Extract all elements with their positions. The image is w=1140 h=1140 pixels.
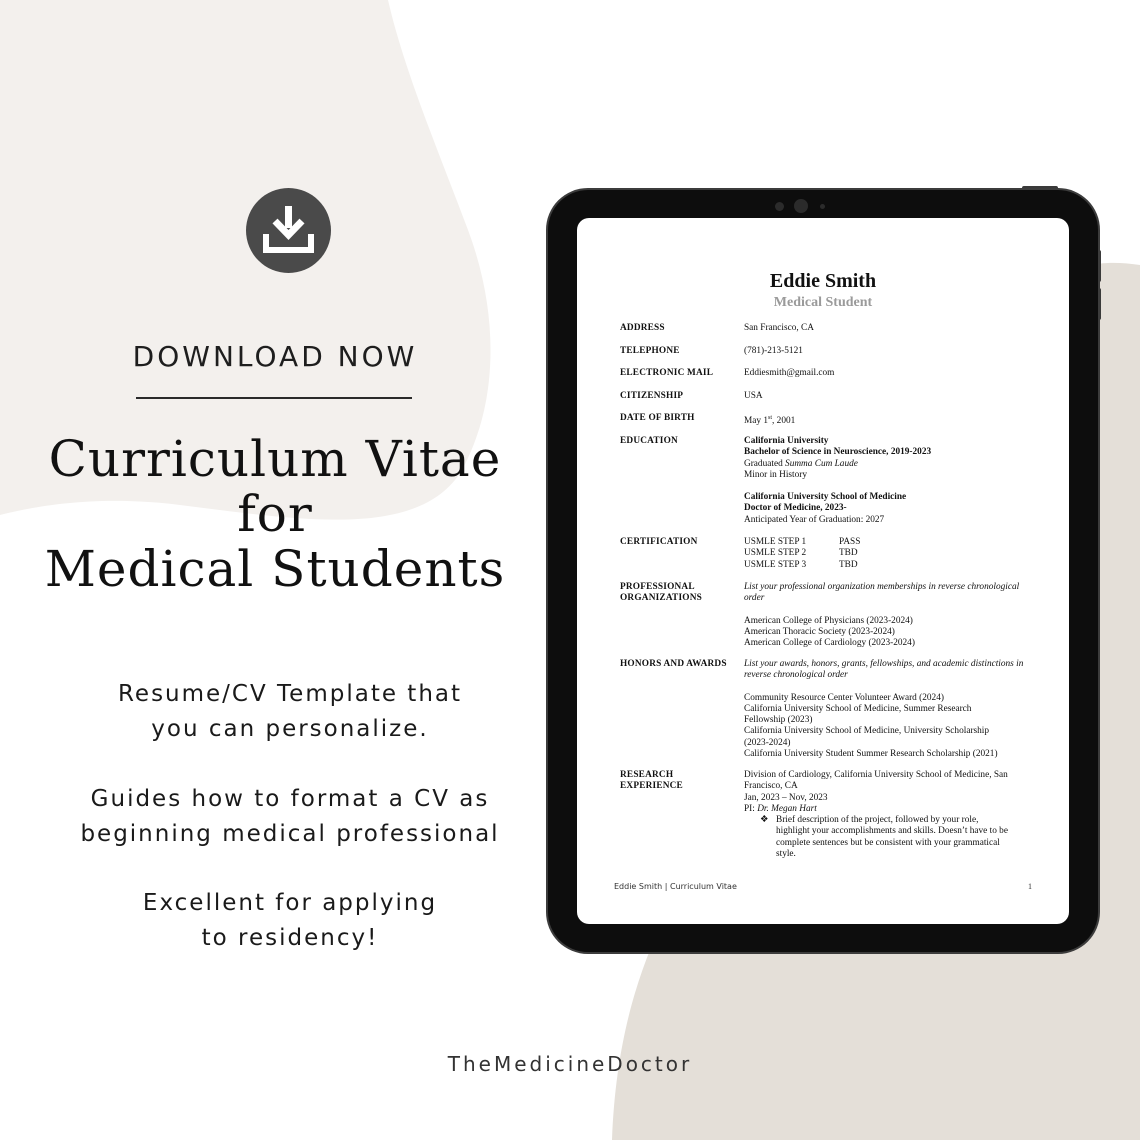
blurb-line: Guides how to format a CV as (90, 786, 490, 812)
tablet-screen (577, 218, 1069, 924)
cv-value-dob: May 1st, 2001 (744, 415, 796, 427)
cv-label-telephone: TELEPHONE (620, 346, 680, 356)
cv-value-education: California University Bachelor of Science in Neuroscience, 2019-2023 Graduated Summa Cum Laude Minor in History California University School of Medicine Doctor of Medicine, 2023- Anticipated Year of Graduation: 2027 (744, 436, 932, 525)
download-now-label[interactable]: DOWNLOAD NOW (132, 340, 418, 373)
cv-page-number: 1 (1028, 882, 1032, 891)
main-title (20, 432, 530, 597)
blurb-line: to residency! (201, 925, 379, 951)
cv-value-citizenship: USA (744, 391, 763, 401)
blurb-line: Excellent for applying (142, 890, 438, 916)
blurb-residency (40, 886, 540, 956)
tablet-camera (794, 199, 808, 213)
blurb-guides (40, 782, 540, 852)
blurb-line: beginning medical professional (80, 821, 500, 847)
title-line: Curriculum Vitae (48, 430, 502, 488)
cv-value-address: San Francisco, CA (744, 323, 814, 333)
cv-label-dob: DATE OF BIRTH (620, 413, 695, 423)
cv-name: Eddie Smith (769, 270, 877, 292)
tablet-sensor (775, 202, 784, 211)
cv-label-education: EDUCATION (620, 436, 678, 446)
cv-label-professional: PROFESSIONAL ORGANIZATIONS (620, 582, 702, 603)
cv-label-honors: HONORS AND AWARDS (620, 659, 727, 669)
title-line: for (237, 485, 313, 543)
cv-label-certification: CERTIFICATION (620, 537, 698, 547)
cv-value-certification: USMLE STEP 1 PASS USMLE STEP 2 TBD USMLE STEP 3 TBD (744, 537, 861, 570)
cv-value-email: Eddiesmith@gmail.com (744, 368, 835, 378)
cv-label-address: ADDRESS (620, 323, 665, 333)
cv-role: Medical Student (773, 295, 873, 310)
tablet-flash (820, 204, 825, 209)
blurb-line: you can personalize. (151, 716, 429, 742)
cv-label-email: ELECTRONIC MAIL (620, 368, 714, 378)
download-icon[interactable] (246, 188, 331, 273)
cv-value-professional: List your professional organization memberships in reverse chronological order American College of Physicians (2023-2024) American Thoracic Society (2023-2024) American College of Cardiology (2023-2024) (744, 582, 1020, 649)
cv-value-honors: List your awards, honors, grants, fellowships, and academic distinctions in reverse chronological order Community Resource Center Volunteer Award (2024) California University School of Medicine, Summer Research Fellowship (2023) California University School of Medicine, University Scholarship (2023-2024) California University Student Summer Research Scholarship (2021) (744, 659, 1024, 760)
title-line: Medical Students (44, 540, 506, 598)
bullet-icon: ❖ (760, 815, 769, 826)
brand-name: TheMedicineDoctor (447, 1052, 693, 1076)
cv-label-citizenship: CITIZENSHIP (620, 391, 684, 401)
cv-label-research: RESEARCH EXPERIENCE (620, 770, 683, 791)
cv-footer-left: Eddie Smith | Curriculum Vitae (614, 882, 737, 891)
blurb-personalize (40, 677, 540, 747)
cv-value-telephone: (781)-213-5121 (744, 346, 803, 356)
blurb-line: Resume/CV Template that (117, 681, 463, 707)
title-divider (136, 397, 412, 399)
cv-value-research: Division of Cardiology, California University School of Medicine, San Francisco, CA Jan, 2023 – Nov, 2023 PI: Dr. Megan Hart ❖ Brief description of the project, followed by your role, highlight your accomplishments and skills. Doesn’t have to be complete sentences but be consistent with your grammatical style. (744, 770, 1008, 860)
